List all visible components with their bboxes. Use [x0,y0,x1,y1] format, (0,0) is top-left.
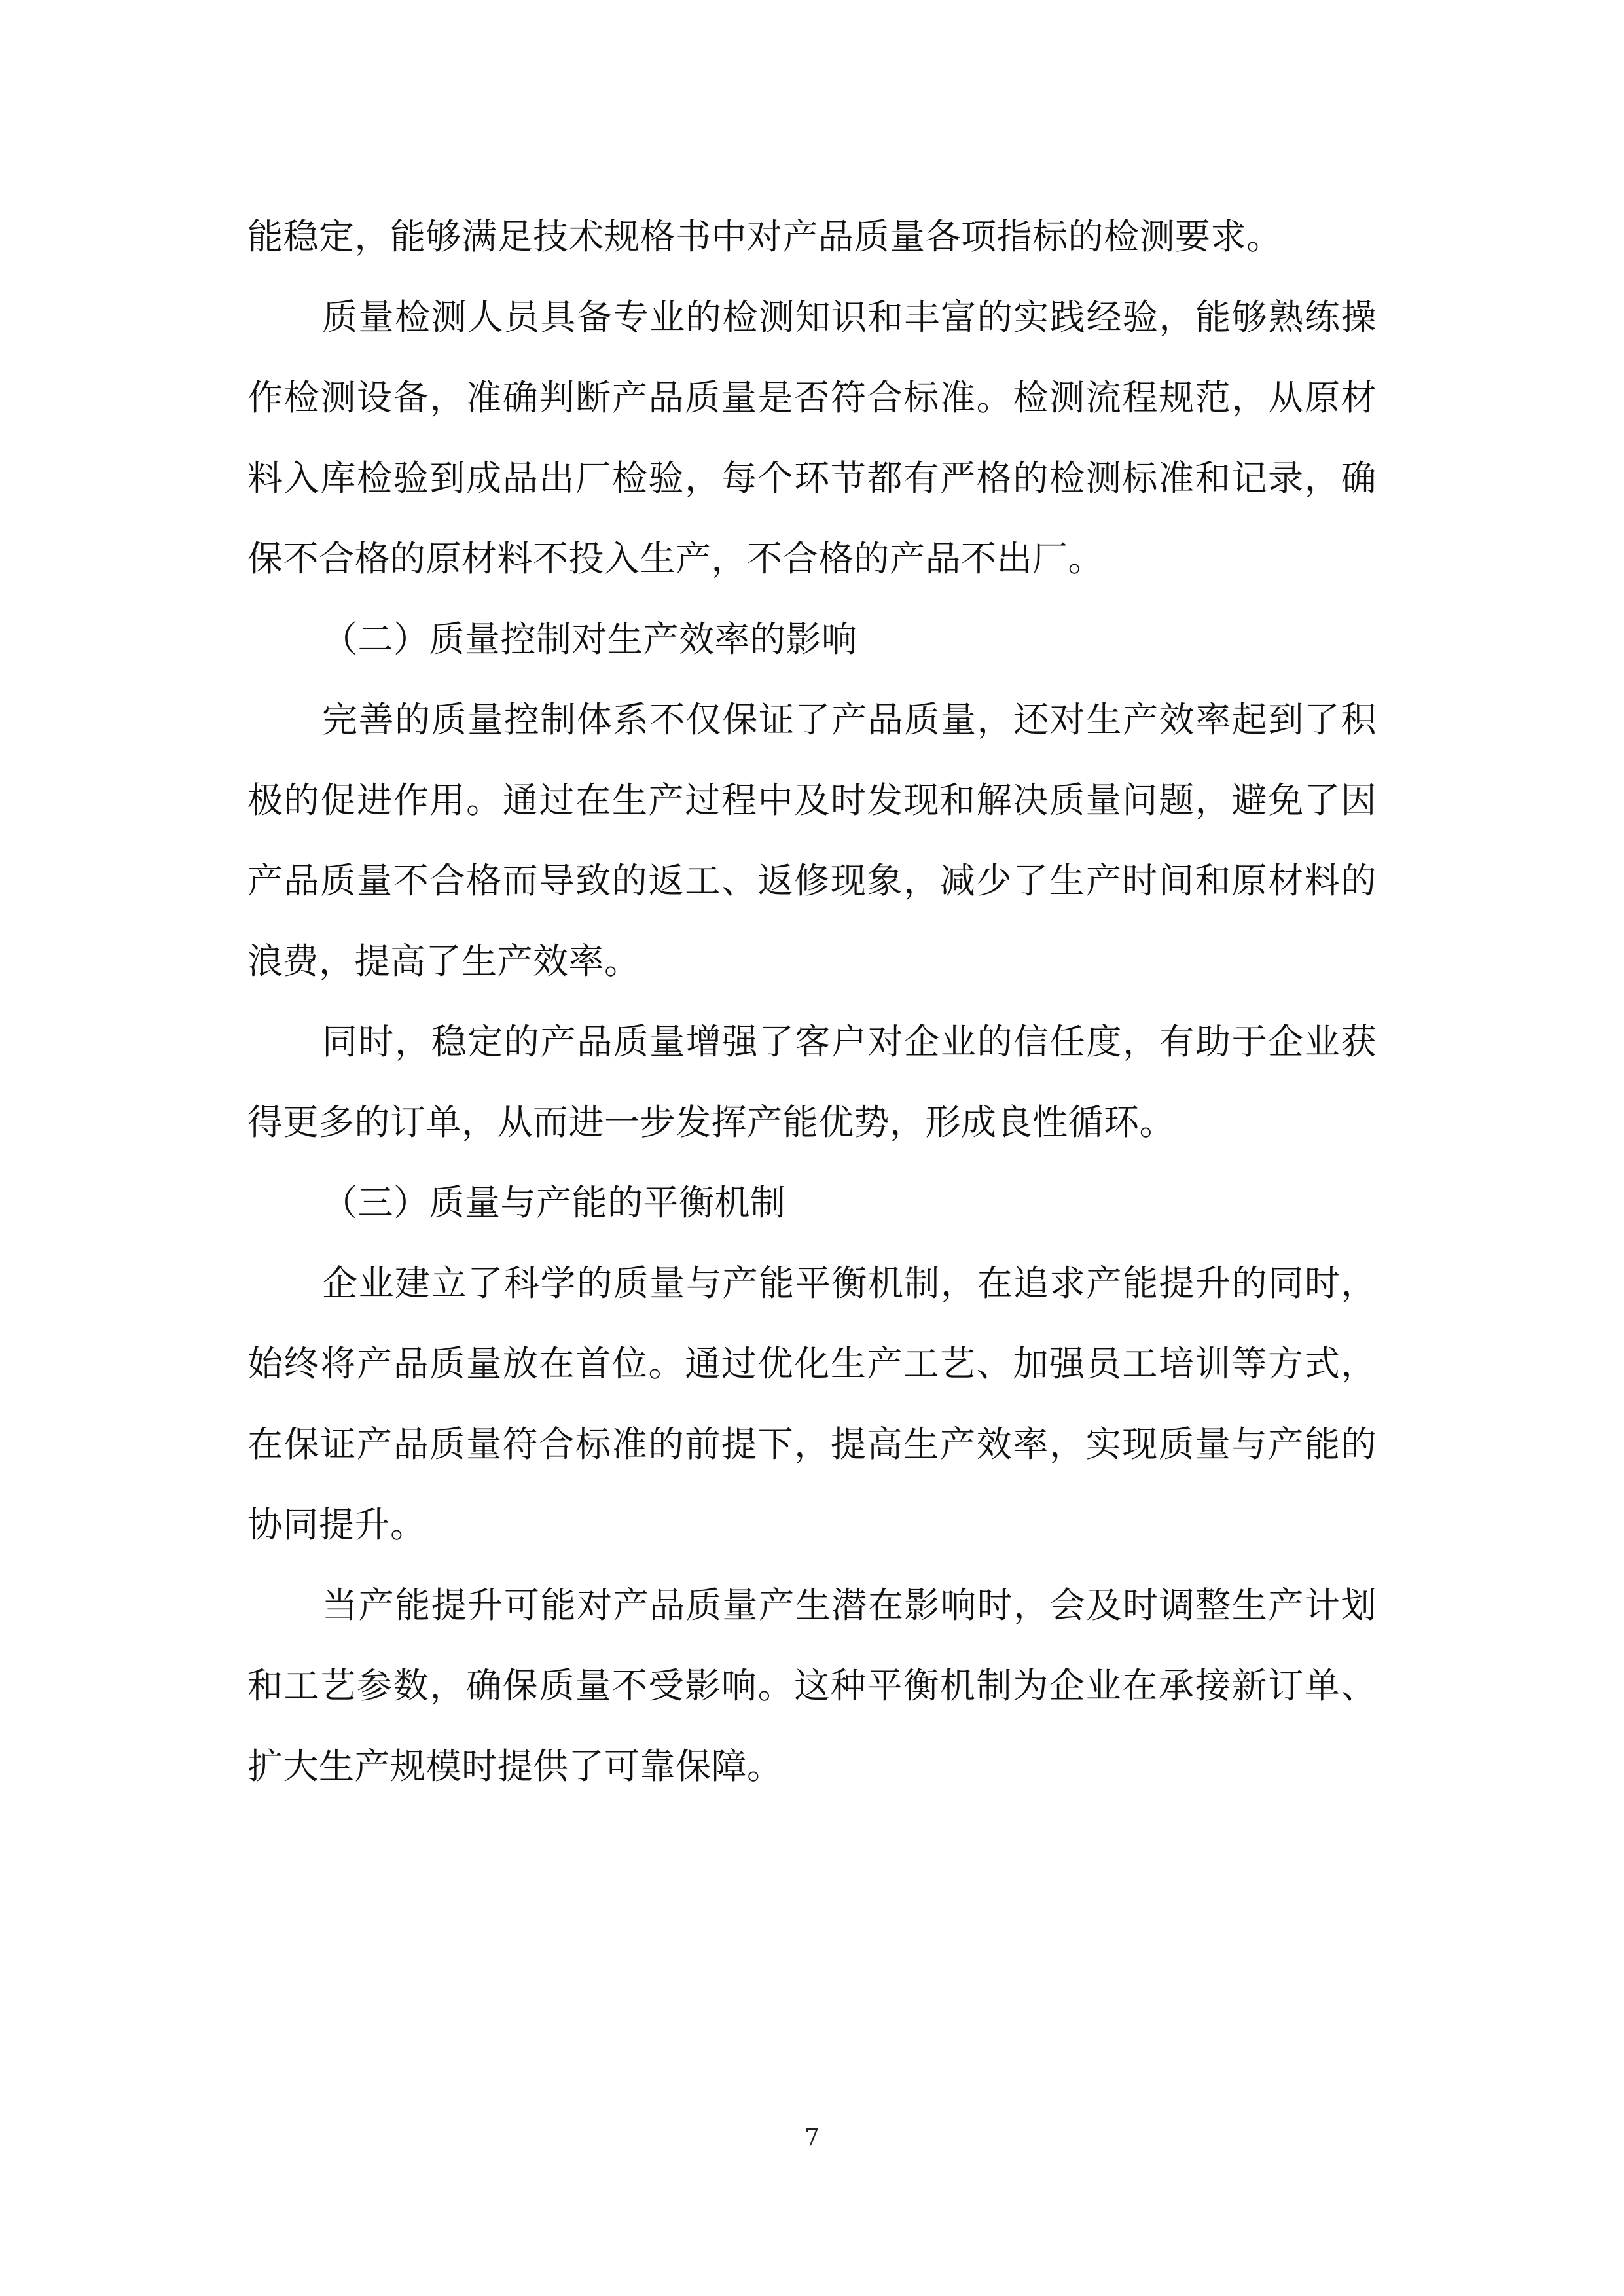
section-heading-3: （三）质量与产能的平衡机制 [322,1182,786,1223]
paragraph-inspection-staff: 质量检测人员具备专业的检测知识和丰富的实践经验，能够熟练操作检测设备，准确判断产品质量是否符合标准。检测流程规范，从原材料入库检验到成品出厂检验，每个环节都有严格的检测标准和记录，确保不合格的原材料不投入生产，不合格的产品不出厂。 [247,296,1377,579]
page-number: 7 [804,2125,820,2151]
paragraph-continued: 能稳定，能够满足技术规格书中对产品质量各项指标的检测要求。 [247,216,1282,257]
paragraph-balance-mechanism: 企业建立了科学的质量与产能平衡机制，在追求产能提升的同时，始终将产品质量放在首位。通过优化生产工艺、加强员工培训等方式，在保证产品质量符合标准的前提下，提高生产效率，实现质量与产能的协同提升。 [247,1263,1377,1545]
section-heading-2: （二）质量控制对生产效率的影响 [322,619,857,660]
body-text [247,196,1377,1806]
paragraph-adjustment: 当产能提升可能对产品质量产生潜在影响时，会及时调整生产计划和工艺参数，确保质量不受影响。这种平衡机制为企业在承接新订单、扩大生产规模时提供了可靠保障。 [247,1585,1377,1787]
paragraph-customer-trust: 同时，稳定的产品质量增强了客户对企业的信任度，有助于企业获得更多的订单，从而进一步发挥产能优势，形成良性循环。 [247,1021,1377,1143]
paragraph-quality-efficiency: 完善的质量控制体系不仅保证了产品质量，还对生产效率起到了积极的促进作用。通过在生产过程中及时发现和解决质量问题，避免了因产品质量不合格而导致的返工、返修现象，减少了生产时间和原材料的浪费，提高了生产效率。 [247,699,1377,982]
